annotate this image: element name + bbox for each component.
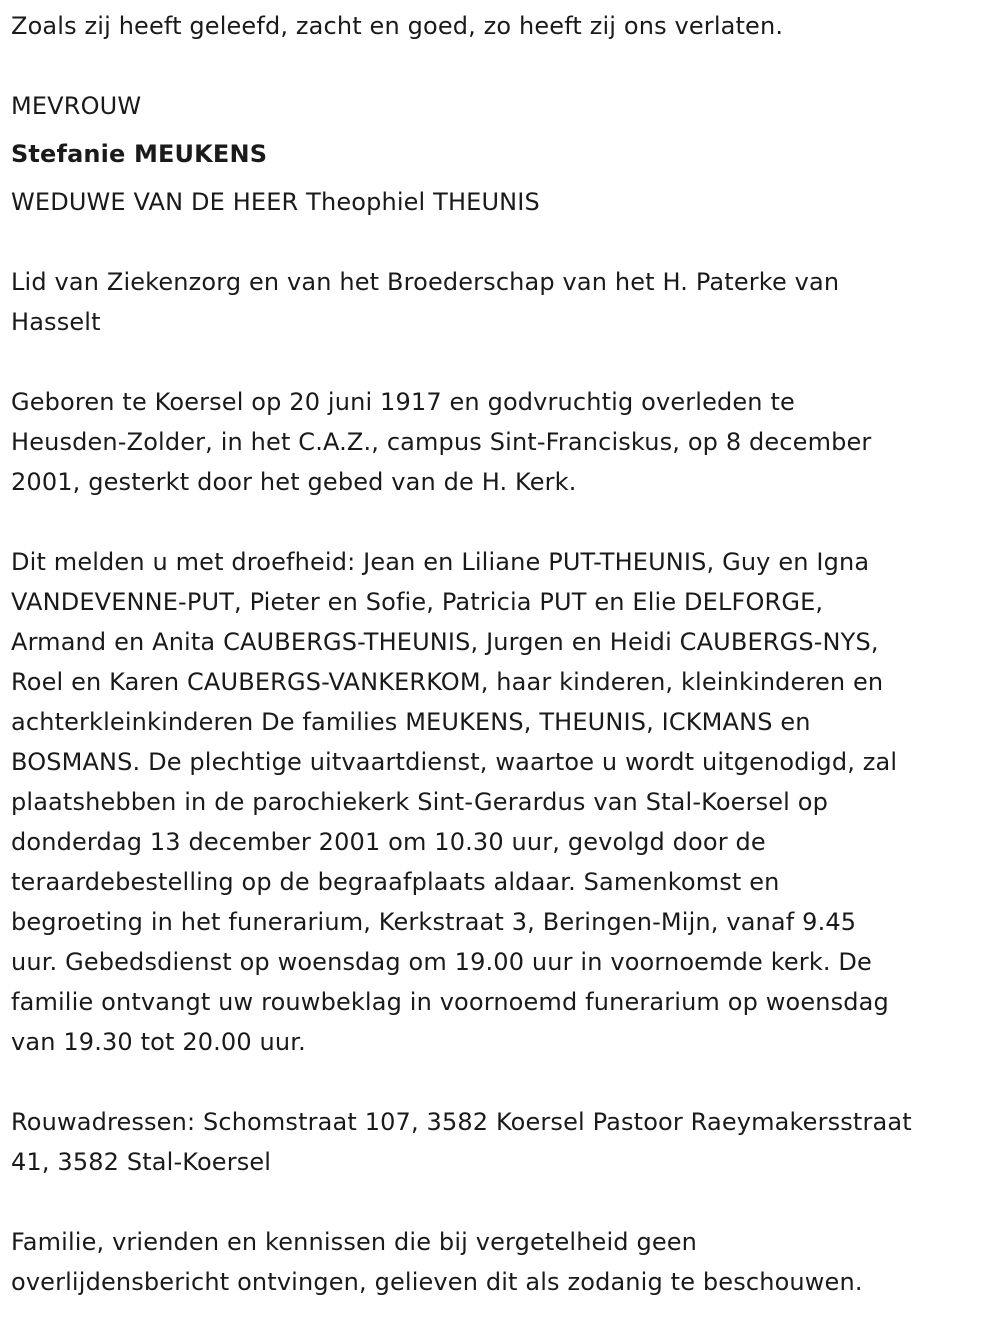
birth-death-line: Geboren te Koersel op 20 juni 1917 en godvruchtig overleden te (11, 388, 795, 416)
title-paragraph (11, 86, 141, 126)
announcement-line: Dit melden u met droefheid: Jean en Liliane PUT-THEUNIS, Guy en Igna (11, 548, 870, 576)
closing-line: overlijdensbericht ontvingen, gelieven dit als zodanig te beschouwen. (11, 1268, 863, 1296)
announcement-line: Armand en Anita CAUBERGS-THEUNIS, Jurgen en Heidi CAUBERGS-NYS, (11, 628, 879, 656)
announcement-line: donderdag 13 december 2001 om 10.30 uur, gevolgd door de (11, 828, 766, 856)
closing-line: Familie, vrienden en kennissen die bij vergetelheid geen (11, 1228, 698, 1256)
announcement-line: van 19.30 tot 20.00 uur. (11, 1028, 306, 1056)
motto-paragraph (11, 6, 783, 46)
membership-line: Lid van Ziekenzorg en van het Broederschap van het H. Paterke van (11, 268, 840, 296)
announcement-line: BOSMANS. De plechtige uitvaartdienst, waartoe u wordt uitgenodigd, zal (11, 748, 898, 776)
announcement-line: Roel en Karen CAUBERGS-VANKERKOM, haar kinderen, kleinkinderen en (11, 668, 884, 696)
name-paragraph (11, 134, 267, 174)
address-line: Rouwadressen: Schomstraat 107, 3582 Koersel Pastoor Raeymakersstraat (11, 1108, 912, 1136)
addresses-paragraph (11, 1102, 912, 1182)
announcement-line: begroeting in het funerarium, Kerkstraat 3, Beringen-Mijn, vanaf 9.45 (11, 908, 857, 936)
honorific-title: MEVROUW (11, 92, 142, 120)
birth-death-paragraph (11, 382, 871, 502)
spouse-line: WEDUWE VAN DE HEER Theophiel THEUNIS (11, 188, 540, 216)
announcement-line: VANDEVENNE-PUT, Pieter en Sofie, Patricia PUT en Elie DELFORGE, (11, 588, 824, 616)
announcement-line: familie ontvangt uw rouwbeklag in voornoemd funerarium op woensdag (11, 988, 889, 1016)
announcement-line: plaatshebben in de parochiekerk Sint-Gerardus van Stal-Koersel op (11, 788, 828, 816)
announcement-paragraph (11, 542, 897, 1062)
spouse-paragraph (11, 182, 540, 222)
motto-line: Zoals zij heeft geleefd, zacht en goed, zo heeft zij ons verlaten. (11, 12, 784, 40)
closing-paragraph (11, 1222, 863, 1302)
address-line: 41, 3582 Stal-Koersel (11, 1148, 272, 1176)
birth-death-line: 2001, gesterkt door het gebed van de H. Kerk. (11, 468, 577, 496)
membership-paragraph (11, 262, 839, 342)
announcement-line: achterkleinkinderen De families MEUKENS, THEUNIS, ICKMANS en (11, 708, 811, 736)
membership-line: Hasselt (11, 308, 101, 336)
deceased-name: Stefanie MEUKENS (11, 140, 268, 168)
birth-death-line: Heusden-Zolder, in het C.A.Z., campus Sint-Franciskus, op 8 december (11, 428, 872, 456)
announcement-line: uur. Gebedsdienst op woensdag om 19.00 uur in voornoemde kerk. De (11, 948, 872, 976)
announcement-line: teraardebestelling op de begraafplaats aldaar. Samenkomst en (11, 868, 780, 896)
